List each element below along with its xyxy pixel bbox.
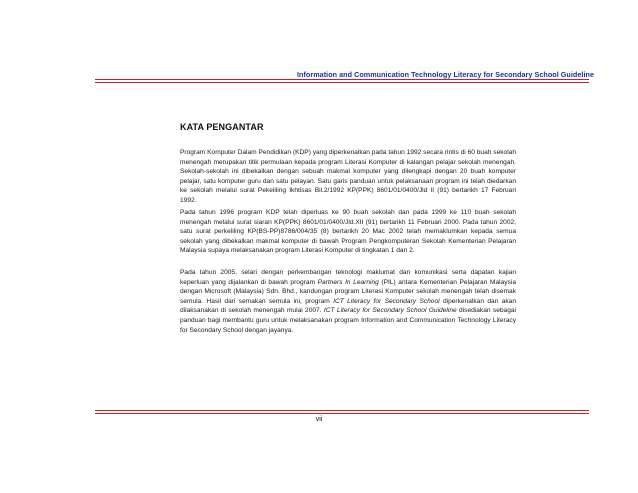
- italic-text-run: ICT Literacy for Secondary School: [333, 297, 440, 305]
- running-header-title: Information and Communication Technology Literacy for Secondary School Guideline: [297, 70, 594, 79]
- header-rule-thin: [95, 82, 589, 83]
- text-run: Program Komputer Dalam Pendidikan (KDP) yang diperkenalkan pada tahun 1992 secara rintis di 60 buah sekolah menengah merupakan titik permulaan kepada program Literasi Komputer di kalangan pelajar sekolah menengah. Sekolah-sekolah ini dibekalkan dengan sebuah makmal komputer yang dilengkapi dengan 20 buah komputer pelajar, satu komputer guru dan satu pelayan. Satu garis panduan untuk pelaksanaan program ini telah diedarkan ke sekolah melalui surat Pekeliling Ikhtisas Bil.2/1992 KP(PPK) 8601/01/0400/Jld II (91) bertarikh 17 Februari 1992.: [180, 149, 516, 204]
- text-run: Pada tahun 1996 program KDP telah diperluas ke 90 buah sekolah dan pada 1999 ke 110 buah sekolah menengah melalui surat siaran KP(PPK) 8601/01/0400/Jld.XII (91) bertarikh 11 Februari 2000. Pada tahun 2002, satu surat perkeliling KP(BS-PP)8786/004/35 (8) bertarikh 20 Mac 2002 telah memaklumkan kepada semua sekolah yang dibekalkan makmal komputer di bawah Program Pengkomputeran Sekolah Kementerian Pelajaran Malaysia supaya melaksanakan program Literasi Komputer di tingkatan 1 dan 2.: [180, 209, 516, 255]
- italic-text-run: Partners In Learning: [317, 278, 379, 286]
- page-number: vii: [315, 416, 323, 423]
- paragraph-1: [180, 148, 516, 206]
- text-run: (PIL) antara Kementerian Pelajaran Malaysia dengan Microsoft (Malaysia) Sdn. Bhd., kandungan program Literasi Komputer sekolah menengah telah disemak semula. Hasil dari semakan semula ini, program: [180, 278, 516, 305]
- italic-text-run: ICT Literacy for Secondary School Guideline: [323, 307, 457, 315]
- header-rule-thick: [95, 79, 589, 80]
- text-run: diperkenalkan dan akan dilaksanakan di sekolah menengah mulai 2007.: [180, 297, 516, 315]
- paragraph-2: [180, 208, 516, 256]
- text-run: disediakan sebagai panduan bagi membantu guru untuk melaksanakan program Information and Communication Technology Literacy for Secondary School dengan jayanya.: [180, 307, 516, 334]
- section-heading: KATA PENGANTAR: [180, 122, 264, 132]
- text-run: Pada tahun 2005, selari dengan perkembangan teknologi maklumat dan komunikasi serta dapatan kajian keperluan yang dijalankan di bawah program: [180, 269, 516, 286]
- footer-rule-thin: [95, 413, 589, 414]
- footer-rule-thick: [95, 410, 589, 411]
- paragraph-3: [180, 268, 516, 335]
